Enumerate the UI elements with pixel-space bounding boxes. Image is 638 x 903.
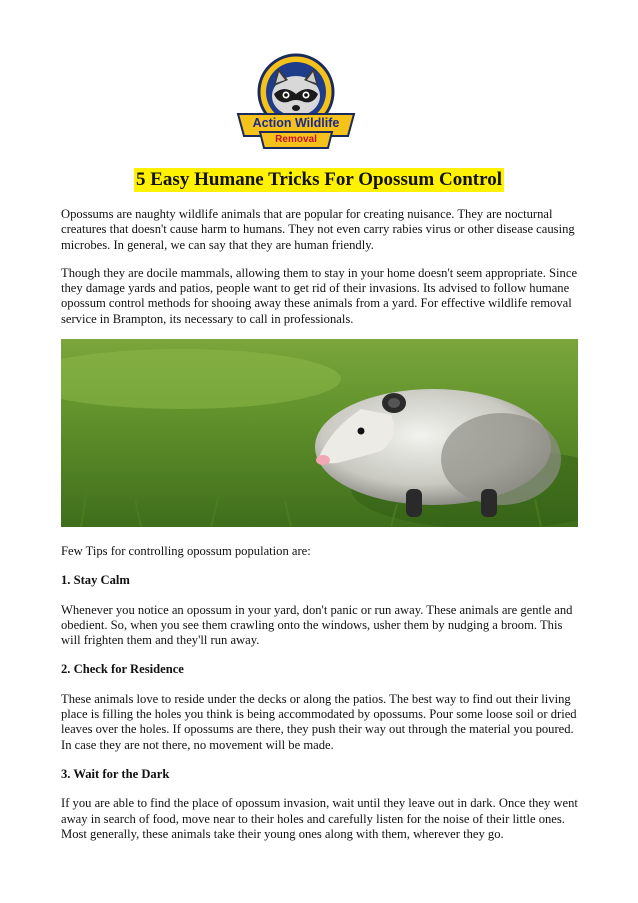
intro-section <box>61 207 581 327</box>
page-title: 5 Easy Humane Tricks For Opossum Control <box>136 169 502 190</box>
tip-heading: 1. Stay Calm <box>61 573 130 588</box>
tip-body: Whenever you notice an opossum in your yard, don't panic or run away. These animals are gentle and obedient. So, when you see them crawling onto the windows, usher them by nudging a broom. This will frighten them and they'll run away. <box>61 602 573 648</box>
tip-body: These animals love to reside under the decks or along the patios. The best way to find out their living place is filling the holes you think is being accommodated by opossums. Pour some loose soil or dried leaves over the holes. If opossums are there, they push their way out through the material you poured. In case they are not there, no movement will be made. <box>61 691 577 752</box>
logo-text-line2: Removal <box>275 134 317 145</box>
tip-heading: 2. Check for Residence <box>61 662 184 677</box>
action-wildlife-removal-logo <box>234 50 358 150</box>
title-container <box>0 168 638 192</box>
opossum-image-icon <box>61 339 578 527</box>
tip-heading: 3. Wait for the Dark <box>61 766 170 781</box>
tips-intro: Few Tips for controlling opossum population are: <box>61 544 311 558</box>
logo-text-line1: Action Wildlife <box>252 116 340 130</box>
intro-paragraph: Though they are docile mammals, allowing them to stay in your home doesn't seem appropriate. Since they damage yards and patios, people want to get rid of their invasions. Its advised to follow humane opossum control methods for shooing away these animals from a yard. For effective wildlife removal service in Brampton, its necessary to call in professionals. <box>61 265 578 326</box>
intro-paragraph: Opossums are naughty wildlife animals that are popular for creating nuisance. They are nocturnal creatures that doesn't cause harm to humans. They not even carry rabies virus or other disease causing microbes. In general, we can say that they are human friendly. <box>61 207 575 252</box>
tips-section <box>61 544 581 842</box>
tip-body: If you are able to find the place of opossum invasion, wait until they leave out in dark. Once they went away in search of food, move near to their holes and carefully listen for the noise of their little ones. Most generally, these animals take their young ones along with them, wherever they go. <box>61 796 578 841</box>
opossum-photo <box>61 339 578 527</box>
